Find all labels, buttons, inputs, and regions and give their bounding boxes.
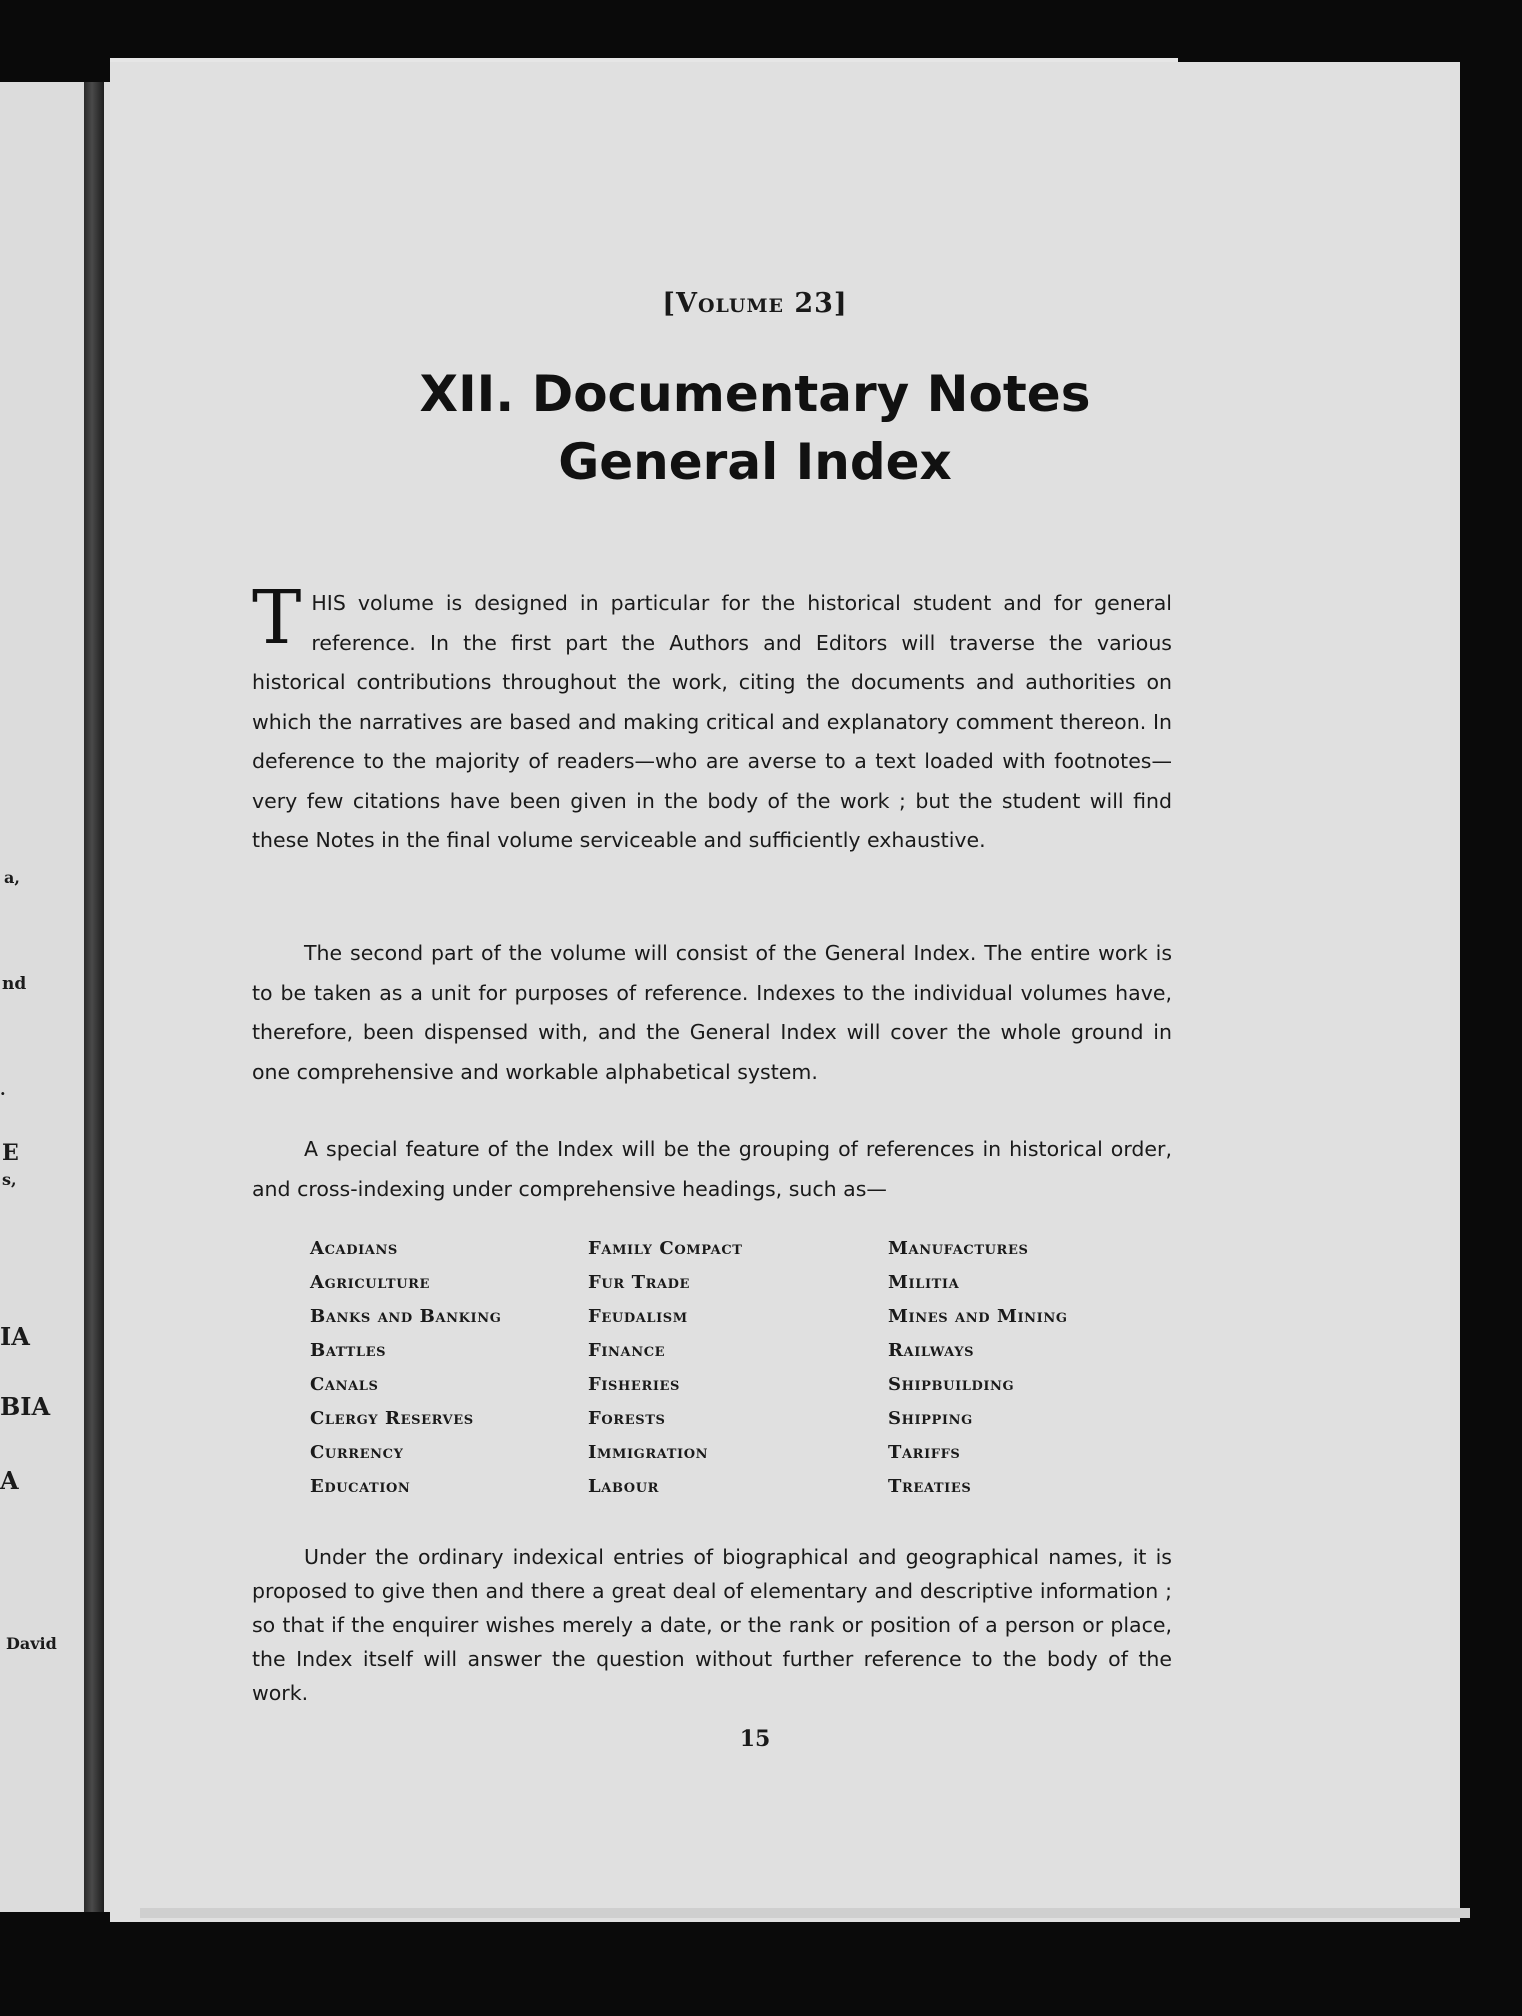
index-heading: Clergy Reserves bbox=[310, 1408, 474, 1429]
index-heading: Agriculture bbox=[310, 1272, 431, 1293]
index-heading: Railways bbox=[888, 1340, 975, 1361]
left-fragment-bia: BIA bbox=[0, 1392, 51, 1421]
index-heading: Currency bbox=[310, 1442, 404, 1463]
index-heading: Shipbuilding bbox=[888, 1374, 1015, 1395]
page-gutter bbox=[84, 82, 104, 1912]
index-heading: Manufactures bbox=[888, 1238, 1029, 1259]
left-fragment-ia: IA bbox=[0, 1322, 30, 1351]
paragraph-indexical-entries: Under the ordinary indexical entries of biographical and geographical names, it is proposed to give then and there a great deal of elementary and descriptive information ; so that if the enquirer wishes merely a date, or the rank or position of a person or place, the Index itself will answer the question without further reference to the body of the work. bbox=[252, 1545, 1172, 1705]
index-column-1 bbox=[310, 1232, 501, 1504]
volume-label: [Volume 23] bbox=[662, 288, 848, 319]
index-heading: Forests bbox=[588, 1408, 666, 1429]
document-page bbox=[110, 62, 1460, 1922]
left-fragment-a2: A bbox=[0, 1466, 19, 1495]
paragraph-intro-text: HIS volume is designed in particular for the historical student and for general reference. In the first part the Authors and Editors will traverse the various historical contributions throughout the work, citing the documents and authorities on which the narratives are based and making critical and explanatory comment thereon. In deference to the majority of readers—who are averse to a text loaded with footnotes—very few citations have been given in the body of the work ; but the student will find these Notes in the final volume serviceable and sufficiently exhaustive. bbox=[252, 591, 1172, 852]
index-heading: Immigration bbox=[588, 1442, 709, 1463]
page-number: 15 bbox=[739, 1726, 771, 1752]
index-heading: Tariffs bbox=[888, 1442, 961, 1463]
index-heading: Family Compact bbox=[588, 1238, 743, 1259]
paragraph-general-index: The second part of the volume will consist of the General Index. The entire work is to be taken as a unit for purposes of reference. Indexes to the individual volumes have, therefore, been dispensed with, and the General Index will cover the whole ground in one comprehensive and workable alphabetical system. bbox=[252, 941, 1172, 1084]
index-heading: Acadians bbox=[310, 1238, 398, 1259]
index-heading: Feudalism bbox=[588, 1306, 688, 1327]
index-heading: Banks and Banking bbox=[310, 1306, 502, 1327]
index-column-3 bbox=[888, 1232, 1068, 1504]
index-heading: Militia bbox=[888, 1272, 960, 1293]
left-fragment-dot: . bbox=[0, 1080, 6, 1099]
index-heading: Shipping bbox=[888, 1408, 973, 1429]
paragraph-special-feature: A special feature of the Index will be the grouping of references in historical order, and cross-indexing under comprehensive headings, such as— bbox=[252, 1137, 1172, 1201]
left-fragment-s: s, bbox=[2, 1170, 17, 1189]
title-line-1: XII. Documentary Notes bbox=[419, 365, 1091, 423]
index-heading: Battles bbox=[310, 1340, 387, 1361]
paragraph-intro bbox=[252, 575, 1172, 861]
index-heading: Fur Trade bbox=[588, 1272, 691, 1293]
index-heading: Mines and Mining bbox=[888, 1306, 1068, 1327]
index-heading: Education bbox=[310, 1476, 411, 1497]
index-column-2 bbox=[588, 1232, 743, 1504]
index-heading: Canals bbox=[310, 1374, 379, 1395]
left-fragment-a: a, bbox=[4, 868, 20, 887]
page-bottom-edge bbox=[140, 1908, 1470, 1918]
page-title bbox=[110, 360, 1400, 496]
left-fragment-nd: nd bbox=[2, 974, 27, 994]
index-heading: Labour bbox=[588, 1476, 660, 1497]
drop-cap: T bbox=[252, 575, 302, 661]
index-heading: Treaties bbox=[888, 1476, 972, 1497]
index-heading: Finance bbox=[588, 1340, 666, 1361]
left-fragment-e: E bbox=[2, 1140, 19, 1166]
index-heading: Fisheries bbox=[588, 1374, 681, 1395]
left-fragment-david: David bbox=[6, 1634, 57, 1653]
title-line-2: General Index bbox=[558, 433, 952, 491]
